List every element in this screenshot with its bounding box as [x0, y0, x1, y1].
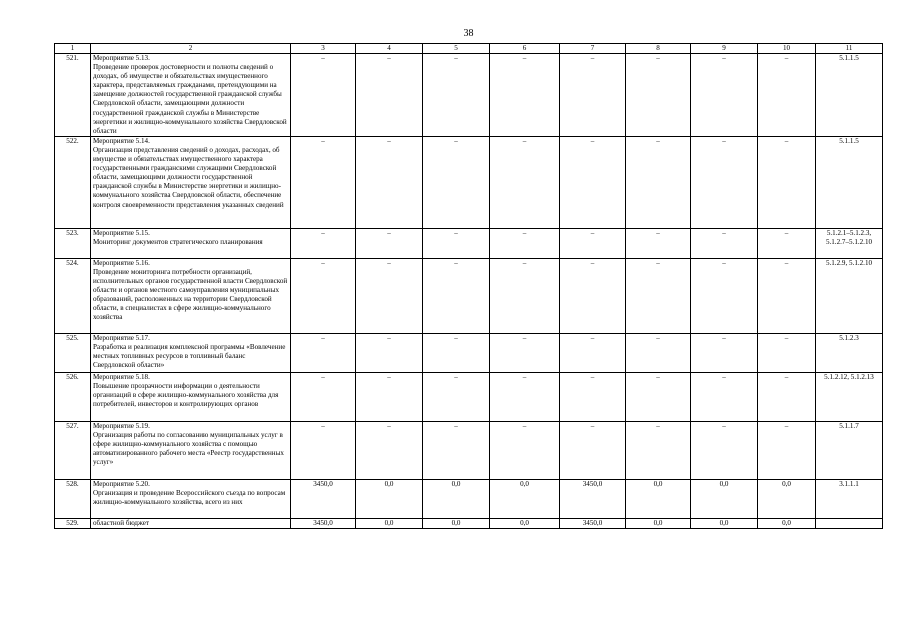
value-cell: 3450,0: [560, 479, 626, 518]
value-cell: –: [626, 258, 691, 333]
value-cell: –: [423, 136, 490, 228]
measure-description: [91, 518, 291, 528]
measure-text: Проведение мониторинга потребности организаций, исполнительных органов государственной власти Свердловской области и органов местного самоуправления муниципальных образований, расположенных на территории Свердловской области, в специалистах в сфере жилищно-коммунального хозяйства: [93, 267, 288, 322]
value-cell: –: [356, 333, 423, 372]
measure-description: [91, 372, 291, 421]
table-row: [55, 54, 883, 137]
value-cell: –: [291, 372, 356, 421]
table-row: [55, 258, 883, 333]
value-cell: –: [356, 228, 423, 258]
measure-title: Мероприятие 5.20.: [93, 479, 150, 488]
value-cell: –: [758, 333, 816, 372]
column-header: 2: [91, 44, 291, 54]
column-header: 4: [356, 44, 423, 54]
value-cell: –: [423, 258, 490, 333]
measure-text: Повышение прозрачности информации о деятельности организаций в сфере жилищно-коммунального хозяйства для потребителей, инвесторов и контролирующих органов: [93, 381, 279, 409]
row-number: 521.: [55, 54, 91, 137]
value-cell: –: [758, 421, 816, 479]
value-cell: –: [691, 421, 758, 479]
value-cell: –: [291, 54, 356, 137]
value-cell: –: [560, 228, 626, 258]
value-cell: 3450,0: [560, 518, 626, 528]
value-cell: –: [356, 372, 423, 421]
value-cell: –: [758, 54, 816, 137]
measure-description: [91, 479, 291, 518]
value-cell: –: [691, 136, 758, 228]
column-header: 10: [758, 44, 816, 54]
measure-description: [91, 333, 291, 372]
row-number: 529.: [55, 518, 91, 528]
target-indicator-code: 5.1.1.5: [816, 136, 883, 228]
target-indicator-code: 3.1.1.1: [816, 479, 883, 518]
value-cell: 0,0: [758, 479, 816, 518]
value-cell: –: [356, 136, 423, 228]
table-row: [55, 421, 883, 479]
value-cell: –: [691, 372, 758, 421]
page-number: 38: [463, 28, 474, 39]
value-cell: –: [560, 258, 626, 333]
measure-description: [91, 54, 291, 137]
target-indicator-code: 5.1.2.12, 5.1.2.13: [816, 372, 883, 421]
value-cell: –: [691, 333, 758, 372]
value-cell: –: [560, 421, 626, 479]
value-cell: –: [490, 228, 560, 258]
measure-description: [91, 228, 291, 258]
row-number: 524.: [55, 258, 91, 333]
value-cell: –: [560, 372, 626, 421]
value-cell: –: [291, 228, 356, 258]
column-header: 7: [560, 44, 626, 54]
column-header: 1: [55, 44, 91, 54]
row-number: 528.: [55, 479, 91, 518]
column-header: 8: [626, 44, 691, 54]
value-cell: 3450,0: [291, 479, 356, 518]
value-cell: –: [356, 54, 423, 137]
value-cell: –: [423, 421, 490, 479]
value-cell: 0,0: [626, 518, 691, 528]
value-cell: 0,0: [490, 518, 560, 528]
value-cell: –: [291, 136, 356, 228]
column-header: 9: [691, 44, 758, 54]
measure-text: Проведение проверок достоверности и полноты сведений о доходах, об имуществе и обязательствах имущественного характера, представляемых гражданами, претендующими на замещение должностей государственной гражданской службы Свердловской области, замещающими должности государственной гражданской службы в Министерстве энергетики и жилищно-коммунального хозяйства Свердловской области: [93, 63, 287, 135]
table-row: [55, 333, 883, 372]
row-number: 525.: [55, 333, 91, 372]
value-cell: –: [490, 258, 560, 333]
column-header: 6: [490, 44, 560, 54]
value-cell: –: [356, 421, 423, 479]
value-cell: 0,0: [490, 479, 560, 518]
value-cell: 0,0: [356, 479, 423, 518]
target-indicator-code: 5.1.2.3: [816, 333, 883, 372]
target-indicator-code: 5.1.2.1–5.1.2.3, 5.1.2.7–5.1.2.10: [816, 228, 883, 258]
measure-title: Мероприятие 5.19.: [93, 421, 150, 430]
target-indicator-code: 5.1.1.5: [816, 54, 883, 137]
measure-description: [91, 136, 291, 228]
column-number-row: [55, 44, 883, 54]
measure-title: областной бюджет: [93, 518, 150, 527]
table-row: [55, 518, 883, 528]
value-cell: 0,0: [423, 518, 490, 528]
value-cell: –: [291, 333, 356, 372]
value-cell: –: [356, 258, 423, 333]
measure-text: Организация и проведение Всероссийского съезда по вопросам жилищно-коммунального хозяйства, всего из них: [93, 488, 286, 507]
value-cell: –: [291, 258, 356, 333]
program-table: [54, 43, 883, 529]
column-header: 5: [423, 44, 490, 54]
value-cell: 0,0: [423, 479, 490, 518]
measure-text: Организация представления сведений о доходах, расходах, об имуществе и обязательствах имущественного характера государственными гражданскими служащими Свердловской области, замещающими должности государственной гражданской службы в Министерстве энергетики и жилищно-коммунального хозяйства Свердловской области, обеспечение контроля своевременности представления указанных сведений: [93, 145, 284, 209]
value-cell: 0,0: [626, 479, 691, 518]
value-cell: –: [626, 333, 691, 372]
value-cell: –: [560, 136, 626, 228]
column-header: 11: [816, 44, 883, 54]
target-indicator-code: 5.1.1.7: [816, 421, 883, 479]
measure-title: Мероприятие 5.18.: [93, 372, 150, 381]
row-number: 523.: [55, 228, 91, 258]
measure-title: Мероприятие 5.13.: [93, 54, 150, 62]
value-cell: –: [560, 333, 626, 372]
measure-text: Организация работы по согласованию муниципальных услуг в сфере жилищно-коммунального хозяйства с помощью автоматизированного рабочего места «Реестр государственных услуг»: [93, 430, 284, 467]
value-cell: –: [423, 54, 490, 137]
value-cell: –: [691, 258, 758, 333]
measure-title: Мероприятие 5.17.: [93, 333, 150, 342]
measure-description: [91, 421, 291, 479]
value-cell: 3450,0: [291, 518, 356, 528]
table-row: [55, 479, 883, 518]
value-cell: –: [626, 136, 691, 228]
table-row: [55, 228, 883, 258]
measure-text: Разработка и реализация комплексной программы «Вовлечение местных топливных ресурсов в топливный баланс Свердловской области»: [93, 342, 286, 370]
table-row: [55, 136, 883, 228]
measure-title: Мероприятие 5.15.: [93, 228, 150, 237]
value-cell: –: [758, 228, 816, 258]
value-cell: 0,0: [691, 479, 758, 518]
value-cell: –: [758, 136, 816, 228]
column-header: 3: [291, 44, 356, 54]
value-cell: –: [758, 258, 816, 333]
row-number: 526.: [55, 372, 91, 421]
measure-description: [91, 258, 291, 333]
value-cell: –: [291, 421, 356, 479]
table-row: [55, 372, 883, 421]
value-cell: 0,0: [758, 518, 816, 528]
target-indicator-code: 5.1.2.9, 5.1.2.10: [816, 258, 883, 333]
value-cell: –: [626, 421, 691, 479]
value-cell: 0,0: [356, 518, 423, 528]
value-cell: –: [691, 54, 758, 137]
row-number: 522.: [55, 136, 91, 228]
measure-title: Мероприятие 5.14.: [93, 136, 150, 145]
value-cell: –: [490, 136, 560, 228]
value-cell: –: [691, 228, 758, 258]
value-cell: –: [490, 54, 560, 137]
value-cell: –: [423, 372, 490, 421]
measure-text: Мониторинг документов стратегического планирования: [93, 237, 263, 246]
value-cell: –: [626, 372, 691, 421]
value-cell: –: [423, 333, 490, 372]
value-cell: –: [423, 228, 490, 258]
value-cell: –: [490, 372, 560, 421]
value-cell: –: [626, 54, 691, 137]
value-cell: –: [490, 421, 560, 479]
value-cell: –: [490, 333, 560, 372]
measure-title: Мероприятие 5.16.: [93, 258, 150, 267]
value-cell: –: [758, 372, 816, 421]
value-cell: –: [560, 54, 626, 137]
value-cell: –: [626, 228, 691, 258]
row-number: 527.: [55, 421, 91, 479]
target-indicator-code: [816, 518, 883, 528]
value-cell: 0,0: [691, 518, 758, 528]
